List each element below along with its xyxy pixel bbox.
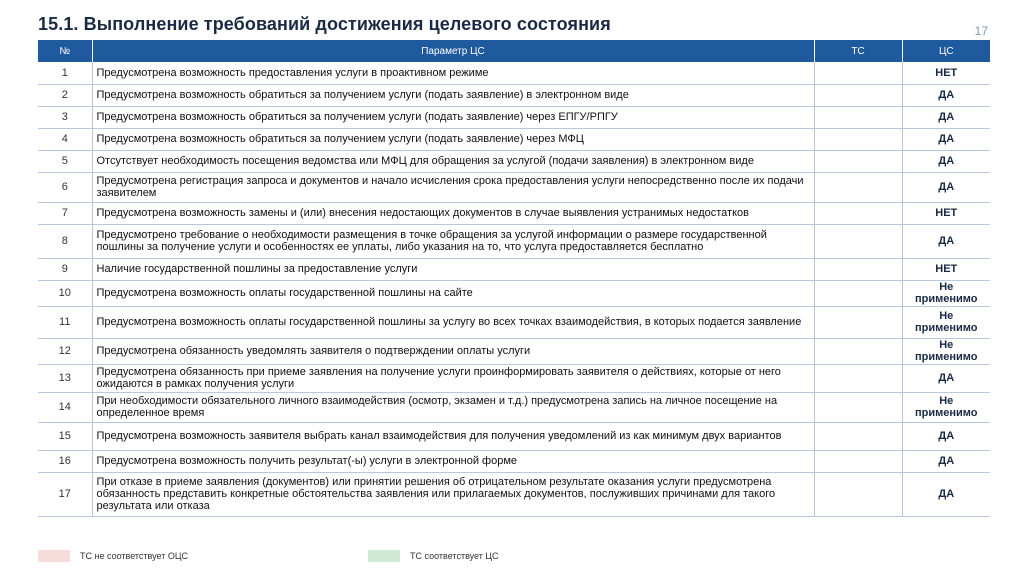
row-ts-value bbox=[814, 422, 902, 450]
header-param: Параметр ЦС bbox=[92, 40, 814, 62]
row-number: 4 bbox=[38, 128, 92, 150]
row-ts-value bbox=[814, 472, 902, 516]
row-number: 11 bbox=[38, 306, 92, 338]
row-number: 7 bbox=[38, 202, 92, 224]
row-parameter: Наличие государственной пошлины за предоставление услуги bbox=[92, 258, 814, 280]
row-cs-value: ДА bbox=[902, 106, 990, 128]
row-cs-value: Не применимо bbox=[902, 280, 990, 306]
row-cs-value: НЕТ bbox=[902, 202, 990, 224]
row-ts-value bbox=[814, 258, 902, 280]
row-number: 9 bbox=[38, 258, 92, 280]
legend-not-matching-label: ТС не соответствует ОЦС bbox=[80, 551, 189, 561]
row-parameter: Предусмотрена обязанность при приеме заявления на получение услуги проинформировать заявителя о действиях, которые от него ожидаются в рамках получения услуги bbox=[92, 364, 814, 392]
table-row bbox=[38, 392, 990, 422]
row-parameter: Предусмотрена возможность обратиться за получением услуги (подать заявление) в электронном виде bbox=[92, 84, 814, 106]
row-cs-value: НЕТ bbox=[902, 62, 990, 84]
row-number: 10 bbox=[38, 280, 92, 306]
table-row bbox=[38, 84, 990, 106]
row-ts-value bbox=[814, 392, 902, 422]
row-number: 8 bbox=[38, 224, 92, 258]
row-cs-value: ДА bbox=[902, 364, 990, 392]
header-ts: ТС bbox=[814, 40, 902, 62]
row-cs-value: НЕТ bbox=[902, 258, 990, 280]
row-parameter: При необходимости обязательного личного взаимодействия (осмотр, экзамен и т.д.) предусмотрена запись на личное посещение на определенное время bbox=[92, 392, 814, 422]
row-cs-value: Не применимо bbox=[902, 392, 990, 422]
row-parameter: Предусмотрена возможность оплаты государственной пошлины за услугу во всех точках взаимодействия, в которых подается заявление bbox=[92, 306, 814, 338]
table-body bbox=[38, 62, 990, 516]
row-ts-value bbox=[814, 338, 902, 364]
table-row bbox=[38, 422, 990, 450]
row-parameter: Предусмотрено требование о необходимости размещения в точке обращения за услугой информации о размере государственной пошлины за получение услуги и особенностях ее уплаты, либо указания на то, что услуга предоставляется бесплатно bbox=[92, 224, 814, 258]
row-parameter: Предусмотрена обязанность уведомлять заявителя о подтверждении оплаты услуги bbox=[92, 338, 814, 364]
row-cs-value: Не применимо bbox=[902, 306, 990, 338]
row-cs-value: ДА bbox=[902, 422, 990, 450]
row-parameter: Предусмотрена возможность оплаты государственной пошлины на сайте bbox=[92, 280, 814, 306]
row-parameter: Предусмотрена возможность получить результат(-ы) услуги в электронной форме bbox=[92, 450, 814, 472]
row-number: 14 bbox=[38, 392, 92, 422]
legend-matching bbox=[368, 550, 499, 562]
row-ts-value bbox=[814, 84, 902, 106]
page-number: 17 bbox=[974, 24, 988, 38]
header-num: № bbox=[38, 40, 92, 62]
row-ts-value bbox=[814, 106, 902, 128]
table-row bbox=[38, 62, 990, 84]
table-row bbox=[38, 306, 990, 338]
row-cs-value: ДА bbox=[902, 150, 990, 172]
row-cs-value: ДА bbox=[902, 224, 990, 258]
row-cs-value: ДА bbox=[902, 450, 990, 472]
legend-not-matching bbox=[38, 550, 188, 562]
table-row bbox=[38, 172, 990, 202]
table-row bbox=[38, 472, 990, 516]
row-number: 12 bbox=[38, 338, 92, 364]
row-cs-value: ДА bbox=[902, 172, 990, 202]
row-ts-value bbox=[814, 172, 902, 202]
table-row bbox=[38, 338, 990, 364]
row-parameter: Отсутствует необходимость посещения ведомства или МФЦ для обращения за услугой (подачи заявления) в электронном виде bbox=[92, 150, 814, 172]
row-parameter: Предусмотрена возможность обратиться за получением услуги (подать заявление) через МФЦ bbox=[92, 128, 814, 150]
page-title: 15.1. Выполнение требований достижения целевого состояния bbox=[38, 14, 611, 34]
table-row bbox=[38, 106, 990, 128]
row-number: 13 bbox=[38, 364, 92, 392]
row-number: 6 bbox=[38, 172, 92, 202]
legend-matching-label: ТС соответствует ЦС bbox=[410, 551, 499, 561]
table-row bbox=[38, 280, 990, 306]
row-parameter: Предусмотрена возможность обратиться за получением услуги (подать заявление) через ЕПГУ/РПГУ bbox=[92, 106, 814, 128]
row-ts-value bbox=[814, 202, 902, 224]
row-ts-value bbox=[814, 306, 902, 338]
legend-green-swatch bbox=[368, 550, 400, 562]
row-ts-value bbox=[814, 150, 902, 172]
table-row bbox=[38, 150, 990, 172]
row-cs-value: Не применимо bbox=[902, 338, 990, 364]
row-number: 17 bbox=[38, 472, 92, 516]
row-ts-value bbox=[814, 224, 902, 258]
row-cs-value: ДА bbox=[902, 472, 990, 516]
table-row bbox=[38, 224, 990, 258]
row-ts-value bbox=[814, 128, 902, 150]
row-number: 15 bbox=[38, 422, 92, 450]
row-ts-value bbox=[814, 450, 902, 472]
header-cs: ЦС bbox=[902, 40, 990, 62]
table-header-row bbox=[38, 40, 990, 62]
table-row bbox=[38, 364, 990, 392]
row-number: 16 bbox=[38, 450, 92, 472]
row-ts-value bbox=[814, 62, 902, 84]
row-parameter: При отказе в приеме заявления (документов) или принятии решения об отрицательном результате оказания услуги предусмотрена обязанность представить конкретные обстоятельства заявления или прилагаемых документов, послуживших причинами для такого результата или отказа bbox=[92, 472, 814, 516]
requirements-table bbox=[38, 40, 990, 517]
row-cs-value: ДА bbox=[902, 128, 990, 150]
row-number: 5 bbox=[38, 150, 92, 172]
table-row bbox=[38, 202, 990, 224]
row-cs-value: ДА bbox=[902, 84, 990, 106]
row-number: 1 bbox=[38, 62, 92, 84]
legend-red-swatch bbox=[38, 550, 70, 562]
table-row bbox=[38, 450, 990, 472]
row-ts-value bbox=[814, 364, 902, 392]
row-parameter: Предусмотрена возможность заявителя выбрать канал взаимодействия для получения уведомлений из как минимум двух вариантов bbox=[92, 422, 814, 450]
row-parameter: Предусмотрена возможность предоставления услуги в проактивном режиме bbox=[92, 62, 814, 84]
table-row bbox=[38, 258, 990, 280]
row-ts-value bbox=[814, 280, 902, 306]
row-parameter: Предусмотрена возможность замены и (или) внесения недостающих документов в случае выявления устранимых недостатков bbox=[92, 202, 814, 224]
row-parameter: Предусмотрена регистрация запроса и документов и начало исчисления срока предоставления услуги непосредственно после их подачи заявителем bbox=[92, 172, 814, 202]
row-number: 2 bbox=[38, 84, 92, 106]
row-number: 3 bbox=[38, 106, 92, 128]
table-row bbox=[38, 128, 990, 150]
